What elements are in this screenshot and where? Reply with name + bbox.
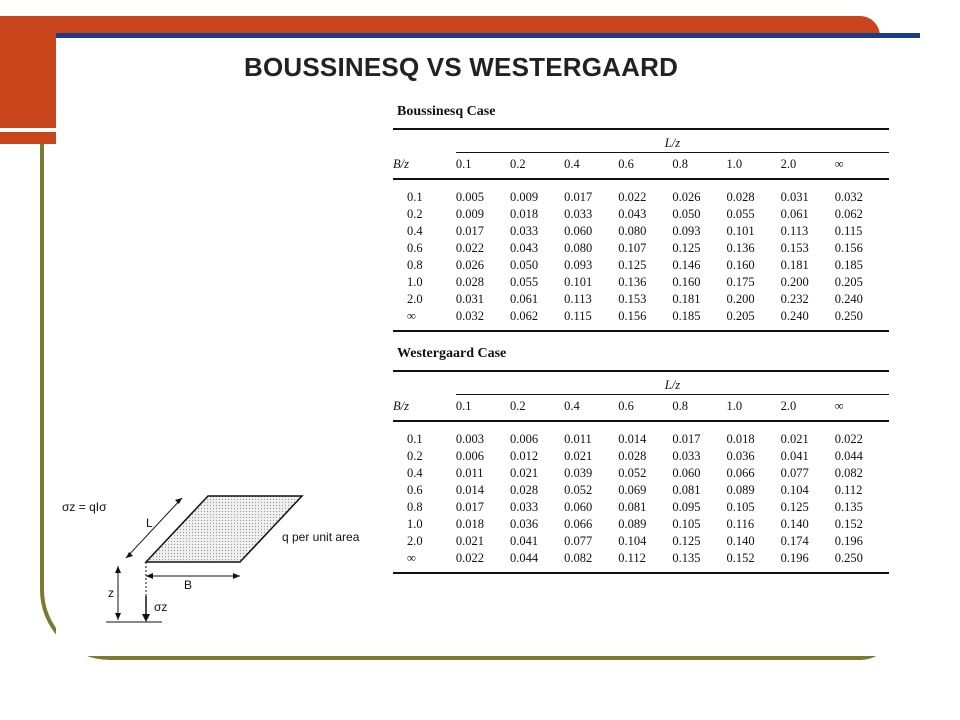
table-cell: 0.101: [726, 224, 755, 238]
table-cell: 0.185: [834, 258, 863, 272]
table-cell: 0.115: [564, 308, 618, 331]
table-cell: 0.081: [618, 500, 647, 514]
table-cell: 0.022: [834, 432, 863, 446]
lz-label: L/z: [456, 129, 889, 153]
table-cell: 0.003: [455, 432, 485, 446]
table-cell: 0.055: [510, 275, 539, 289]
table-cell: 0.050: [510, 258, 539, 272]
table-cell: 0.036: [510, 517, 539, 531]
table-cell: 0.082: [834, 466, 863, 480]
lz-label: L/z: [456, 371, 889, 395]
table-cell: 0.125: [672, 241, 701, 255]
table-cell: 0.014: [618, 432, 647, 446]
table-row: [393, 533, 889, 550]
slide-title: BOUSSINESQ VS WESTERGAARD: [244, 52, 679, 82]
table-cell: 0.033: [510, 224, 539, 238]
table-cell: 0.089: [726, 483, 755, 497]
table-cell: 0.052: [618, 466, 647, 480]
table-cell: 0.107: [618, 241, 647, 255]
table-cell: 0.055: [726, 207, 755, 221]
bz-label: B/z: [393, 395, 456, 422]
load-label: q per unit area: [282, 530, 360, 544]
table-cell: 0.061: [510, 292, 539, 306]
table-cell: 0.156: [618, 308, 672, 331]
table-cell: 0.036: [726, 449, 755, 463]
table-cell: 0.009: [455, 207, 485, 221]
column-header: 0.2: [510, 395, 564, 422]
table-cell: 0.140: [780, 517, 809, 531]
table-cell: 0.125: [672, 534, 701, 548]
row-header: 0.4: [407, 466, 423, 480]
table-cell: 0.136: [618, 275, 647, 289]
column-header: ∞: [835, 153, 889, 180]
column-header: 2.0: [781, 153, 835, 180]
table-cell: 0.031: [455, 292, 485, 306]
table-cell: 0.205: [727, 308, 781, 331]
table-cell: 0.125: [780, 500, 809, 514]
table-cell: 0.175: [726, 275, 755, 289]
arrowhead-icon: [175, 498, 182, 504]
lz-corner: [393, 371, 456, 395]
table-cell: 0.089: [618, 517, 647, 531]
column-header: 1.0: [727, 395, 781, 422]
table-cell: 0.152: [727, 550, 781, 573]
table-cell: 0.031: [780, 190, 809, 204]
table-cell: 0.232: [780, 292, 809, 306]
table-cell: 0.052: [564, 483, 593, 497]
row-header: ∞: [393, 308, 456, 331]
table-cell: 0.113: [780, 224, 809, 238]
column-header: 0.8: [672, 395, 726, 422]
table-row: [393, 550, 889, 573]
table-cell: 0.032: [834, 190, 863, 204]
boussinesq-block: [393, 104, 893, 332]
table-cell: 0.022: [618, 190, 647, 204]
table-cell: 0.080: [564, 241, 593, 255]
column-header: 0.6: [618, 395, 672, 422]
table-cell: 0.017: [455, 224, 485, 238]
row-header: 1.0: [407, 517, 423, 531]
table-cell: 0.135: [834, 500, 863, 514]
table-cell: 0.240: [781, 308, 835, 331]
table-cell: 0.115: [834, 224, 863, 238]
table-cell: 0.066: [726, 466, 755, 480]
table-cell: 0.174: [780, 534, 809, 548]
table-cell: 0.095: [672, 500, 701, 514]
table-cell: 0.081: [672, 483, 701, 497]
table-cell: 0.077: [780, 466, 809, 480]
table-cell: 0.043: [618, 207, 647, 221]
dimension-z-label: z: [108, 586, 114, 600]
table-cell: 0.082: [564, 550, 618, 573]
table-cell: 0.006: [510, 432, 539, 446]
arrowhead-icon: [126, 552, 133, 558]
table-cell: 0.200: [780, 275, 809, 289]
decorative-olive-bottom-line: [150, 656, 860, 660]
table-cell: 0.080: [618, 224, 647, 238]
table-cell: 0.069: [618, 483, 647, 497]
table-cell: 0.181: [672, 292, 701, 306]
table-row: [393, 499, 889, 516]
bz-label: B/z: [393, 153, 456, 180]
column-header: 0.2: [510, 153, 564, 180]
table-cell: 0.116: [726, 517, 755, 531]
table-cell: 0.240: [834, 292, 863, 306]
arrowhead-icon: [146, 573, 153, 579]
column-header: 2.0: [781, 395, 835, 422]
decorative-blue-line: [56, 33, 920, 38]
arrowhead-icon: [233, 573, 240, 579]
table-cell: 0.017: [455, 500, 485, 514]
lz-corner: [393, 129, 456, 153]
table-cell: 0.011: [564, 432, 592, 446]
table-row: [393, 223, 889, 240]
dimension-L-label: L: [146, 516, 153, 530]
formula-label: σz = qIσ: [62, 500, 107, 514]
table-cell: 0.185: [672, 308, 726, 331]
table-row: [393, 179, 889, 206]
table-cell: 0.033: [672, 449, 701, 463]
column-header: ∞: [835, 395, 889, 422]
stress-sigma-label: σz: [154, 600, 168, 614]
table-row: [393, 308, 889, 331]
table-row: [393, 257, 889, 274]
table-cell: 0.136: [726, 241, 755, 255]
arrowhead-icon: [115, 566, 121, 573]
loaded-area-figure: [62, 486, 382, 636]
tables-panel: [393, 104, 893, 588]
table-row: [393, 291, 889, 308]
table-cell: 0.153: [618, 292, 647, 306]
table-cell: 0.028: [726, 190, 755, 204]
table-cell: 0.153: [780, 241, 809, 255]
table-cell: 0.112: [834, 483, 863, 497]
table-cell: 0.028: [618, 449, 647, 463]
row-header: 0.2: [407, 207, 423, 221]
table-cell: 0.066: [564, 517, 593, 531]
table-row: [393, 274, 889, 291]
boussinesq-table: [393, 128, 889, 332]
table-cell: 0.028: [510, 483, 539, 497]
table-cell: 0.026: [672, 190, 701, 204]
table-cell: 0.043: [510, 241, 539, 255]
table-cell: 0.093: [672, 224, 701, 238]
row-header: ∞: [393, 550, 456, 573]
row-header: 0.6: [407, 483, 423, 497]
table-cell: 0.028: [455, 275, 485, 289]
loaded-area-shape: [146, 496, 302, 562]
column-header-row: [393, 153, 889, 180]
row-header: 0.2: [407, 449, 423, 463]
table-cell: 0.140: [726, 534, 755, 548]
table-cell: 0.006: [455, 449, 485, 463]
table-cell: 0.156: [834, 241, 863, 255]
column-header: 1.0: [727, 153, 781, 180]
decorative-orange-strip: [0, 132, 56, 144]
lz-header-row: [393, 129, 889, 153]
table-row: [393, 421, 889, 448]
table-cell: 0.021: [510, 466, 539, 480]
table-row: [393, 240, 889, 257]
table-cell: 0.012: [510, 449, 539, 463]
westergaard-table: [393, 370, 889, 574]
table-cell: 0.104: [618, 534, 647, 548]
column-header: 0.6: [618, 153, 672, 180]
column-header: 0.1: [456, 153, 510, 180]
table-cell: 0.135: [672, 550, 726, 573]
table-cell: 0.181: [780, 258, 809, 272]
table-cell: 0.033: [564, 207, 593, 221]
table-cell: 0.021: [780, 432, 809, 446]
row-header: 0.8: [407, 500, 423, 514]
table-cell: 0.017: [672, 432, 701, 446]
row-header: 1.0: [407, 275, 423, 289]
table-row: [393, 465, 889, 482]
table-cell: 0.009: [510, 190, 539, 204]
table-cell: 0.022: [455, 241, 485, 255]
loaded-area-diagram: [62, 486, 382, 636]
table-cell: 0.014: [455, 483, 485, 497]
table-cell: 0.160: [726, 258, 755, 272]
table-cell: 0.061: [780, 207, 809, 221]
row-header: 0.4: [407, 224, 423, 238]
table-cell: 0.105: [672, 517, 701, 531]
table-cell: 0.250: [835, 308, 889, 331]
row-header: 2.0: [407, 534, 423, 548]
row-header: 0.8: [407, 258, 423, 272]
table-cell: 0.205: [834, 275, 863, 289]
table-cell: 0.041: [510, 534, 539, 548]
decorative-orange-block: [0, 16, 56, 128]
table-cell: 0.077: [564, 534, 593, 548]
table-cell: 0.044: [510, 550, 564, 573]
table-cell: 0.017: [564, 190, 593, 204]
table-cell: 0.026: [455, 258, 485, 272]
lz-header-row: [393, 371, 889, 395]
table-cell: 0.018: [510, 207, 539, 221]
dimension-B-label: B: [184, 578, 193, 592]
table-cell: 0.032: [456, 308, 510, 331]
table-row: [393, 482, 889, 499]
column-header: 0.1: [456, 395, 510, 422]
table-cell: 0.146: [672, 258, 701, 272]
row-header: 2.0: [407, 292, 423, 306]
table-cell: 0.039: [564, 466, 593, 480]
westergaard-block: [393, 346, 893, 574]
westergaard-case-title: Westergaard Case: [397, 346, 507, 361]
row-header: 0.1: [407, 190, 423, 204]
table-cell: 0.062: [510, 308, 564, 331]
table-cell: 0.113: [564, 292, 592, 306]
table-cell: 0.018: [455, 517, 485, 531]
table-cell: 0.196: [781, 550, 835, 573]
arrowhead-icon: [115, 613, 121, 620]
table-cell: 0.104: [780, 483, 809, 497]
column-header-row: [393, 395, 889, 422]
table-cell: 0.250: [835, 550, 889, 573]
column-header: 0.4: [564, 153, 618, 180]
table-cell: 0.021: [455, 534, 485, 548]
table-cell: 0.112: [618, 550, 672, 573]
decorative-olive-line: [40, 144, 44, 564]
table-cell: 0.101: [564, 275, 593, 289]
table-row: [393, 206, 889, 223]
table-cell: 0.033: [510, 500, 539, 514]
table-cell: 0.093: [564, 258, 593, 272]
table-cell: 0.011: [455, 466, 484, 480]
table-cell: 0.200: [726, 292, 755, 306]
table-cell: 0.060: [564, 224, 593, 238]
row-header: 0.1: [407, 432, 423, 446]
table-cell: 0.005: [455, 190, 485, 204]
table-cell: 0.044: [834, 449, 863, 463]
table-cell: 0.050: [672, 207, 701, 221]
column-header: 0.4: [564, 395, 618, 422]
table-cell: 0.060: [672, 466, 701, 480]
table-row: [393, 516, 889, 533]
table-cell: 0.062: [834, 207, 863, 221]
table-cell: 0.022: [456, 550, 510, 573]
table-cell: 0.125: [618, 258, 647, 272]
column-header: 0.8: [672, 153, 726, 180]
table-cell: 0.196: [834, 534, 863, 548]
table-cell: 0.105: [726, 500, 755, 514]
table-cell: 0.160: [672, 275, 701, 289]
table-row: [393, 448, 889, 465]
stress-arrowhead-icon: [142, 614, 150, 622]
table-cell: 0.152: [834, 517, 863, 531]
table-cell: 0.021: [564, 449, 593, 463]
table-cell: 0.060: [564, 500, 593, 514]
row-header: 0.6: [407, 241, 423, 255]
table-cell: 0.041: [780, 449, 809, 463]
boussinesq-case-title: Boussinesq Case: [397, 104, 496, 119]
table-cell: 0.018: [726, 432, 755, 446]
